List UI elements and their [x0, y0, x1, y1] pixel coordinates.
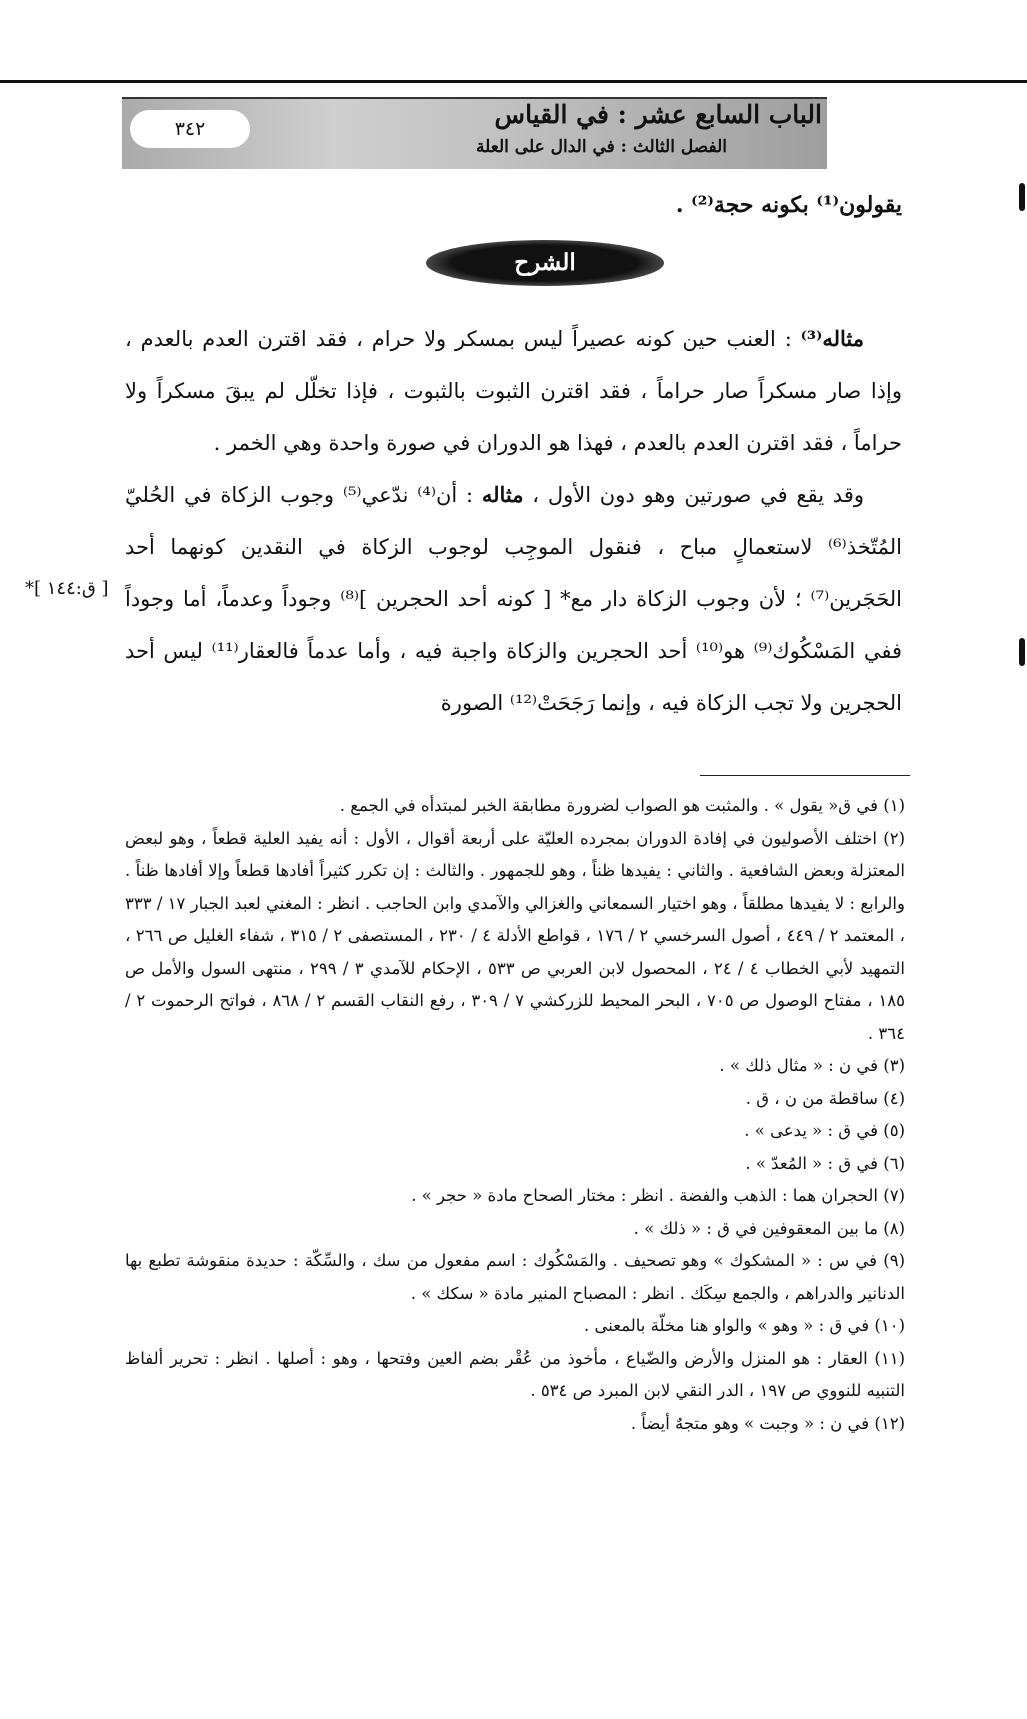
scan-edge-mark — [1019, 183, 1025, 211]
footnote-5: (٥) في ق : « يدعى » . — [744, 1121, 905, 1140]
section-title: الفصل الثالث : في الدال على العلة — [476, 137, 727, 157]
footnotes — [125, 790, 905, 1440]
paragraph-1 — [125, 313, 902, 469]
paragraph-2 — [125, 469, 902, 729]
footnote-11: (١١) العقار : هو المنزل والأرض والضّياع ، مأخوذ من عُقْر بضم العين وفتحها ، وهو : أصلها . انظر : تحرير ألفاظ التنبيه للنووي ص ١٩٧ ، الدر النقي لابن المبرد ص ٥٣٤ . — [125, 1348, 905, 1400]
example-label: مثاله⁽³⁾ — [800, 326, 864, 351]
manuscript-folio-note: *[ ق:١٤٤ ] — [25, 578, 109, 599]
footnote-6: (٦) في ق : « المُعدّ » . — [745, 1153, 905, 1173]
footnote-12: (١٢) في ن : « وجبت » وهو متجهٌ أيضاً . — [630, 1413, 905, 1433]
chapter-title: الباب السابع عشر : في القياس — [494, 100, 822, 129]
footnote-1: (١) في ق« يقول » . والمثبت هو الصواب لضرورة مطابقة الخبر لمبتدأه في الجمع . — [339, 796, 905, 815]
opening-line: يقولون⁽¹⁾ بكونه حجة⁽²⁾ . — [675, 192, 902, 218]
footnote-2: (٢) اختلف الأصوليون في إفادة الدوران بمجرده العليّة على أربعة أقوال ، الأول : أنه يفيد العلية قطعاً ، وهو لبعض المعتزلة وبعض الشافعية . والثاني : يفيدها ظناً ، وهو للجمهور . والثالث : إن تكرر كثيراً أفادها قطعاً وإلا أفادها ظناً . والرابع : لا يفيدها مطلقاً ، وهو اختيار السمعاني والغزالي والآمدي وابن الحاجب . انظر : المغني لعبد الجبار ١٧ / ٣٣٣ ، المعتمد ٢ / ٤٤٩ ، أصول السرخسي ٢ / ١٧٦ ، قواطع الأدلة ٤ / ٢٣٠ ، المستصفى ٢ / ٣١٥ ، شفاء الغليل ص ٢٦٦ ، التمهيد لأبي الخطاب ٤ / ٢٤ ، المحصول لابن العربي ص ٥٣٣ ، الإحكام للآمدي ٣ / ٢٩٩ ، منتهى السول والأمل ص ١٨٥ ، مفتاح الوصول ص ٧٠٥ ، البحر المحيط للزركشي ٧ / ٣٠٩ ، رفع النقاب القسم ٢ / ٨٦٨ ، فواتح الرحموت ٢ / ٣٦٤ . — [125, 828, 905, 1043]
footnote-3: (٣) في ن : « مثال ذلك » . — [719, 1056, 905, 1075]
footnote-10: (١٠) في ق : « وهو » والواو هنا مخلّة بالمعنى . — [584, 1316, 905, 1335]
footnote-9: (٩) في س : « المشكوك » وهو تصحيف . والمَسْكُوك : اسم مفعول من سك ، والسِّكّة : حديدة منقوشة تطبع بها الدنانير والدراهم ، والجمع سِكَك . انظر : المصباح المنير مادة « سكك » . — [125, 1251, 905, 1303]
commentary-banner: الشرح — [426, 240, 664, 286]
page-number: ٣٤٢ — [130, 110, 250, 148]
footnote-8: (٨) ما بين المعقوفين في ق : « ذلك » . — [633, 1218, 905, 1238]
commentary-body — [125, 313, 902, 729]
footnote-separator — [700, 775, 910, 776]
top-rule — [0, 80, 1027, 83]
scan-edge-mark — [1019, 638, 1025, 666]
example-label: مثاله — [481, 482, 524, 507]
paragraph-text: : أن⁽⁴⁾ ندّعي⁽⁵⁾ وجوب الزكاة في الحُليّ المُتّخذ⁽⁶⁾ لاستعمالٍ مباح ، فنقول الموجِب لوجوب الزكاة في النقدين كونهما أحد الحَجَرين⁽⁷⁾ ؛ لأن وجوب الزكاة دار مع* [ كونه أحد الحجرين ]⁽⁸⁾ وجوداً وعدماً، أما وجوداً ففي المَسْكُوك⁽⁹⁾ هو⁽¹⁰⁾ أحد الحجرين والزكاة واجبة فيه ، وأما عدماً فالعقار⁽¹¹⁾ ليس أحد الحجرين ولا تجب الزكاة فيه ، وإنما رَجَحَتْ⁽¹²⁾ الصورة — [125, 483, 902, 715]
paragraph-text: : العنب حين كونه عصيراً ليس بمسكر ولا حرام ، فقد اقترن العدم بالعدم ، وإذا صار مسكراً صار حراماً ، فقد اقترن الثبوت بالثبوت ، فإذا تخلّل لم يبقَ مسكراً ولا حراماً ، فقد اقترن العدم بالعدم ، فهذا هو الدوران في صورة واحدة وهي الخمر . — [125, 327, 902, 455]
footnote-4: (٤) ساقطة من ن ، ق . — [745, 1088, 905, 1108]
paragraph-text: وقد يقع في صورتين وهو دون الأول ، — [523, 483, 865, 507]
footnote-7: (٧) الحجران هما : الذهب والفضة . انظر : مختار الصحاح مادة « حجر » . — [411, 1186, 905, 1205]
